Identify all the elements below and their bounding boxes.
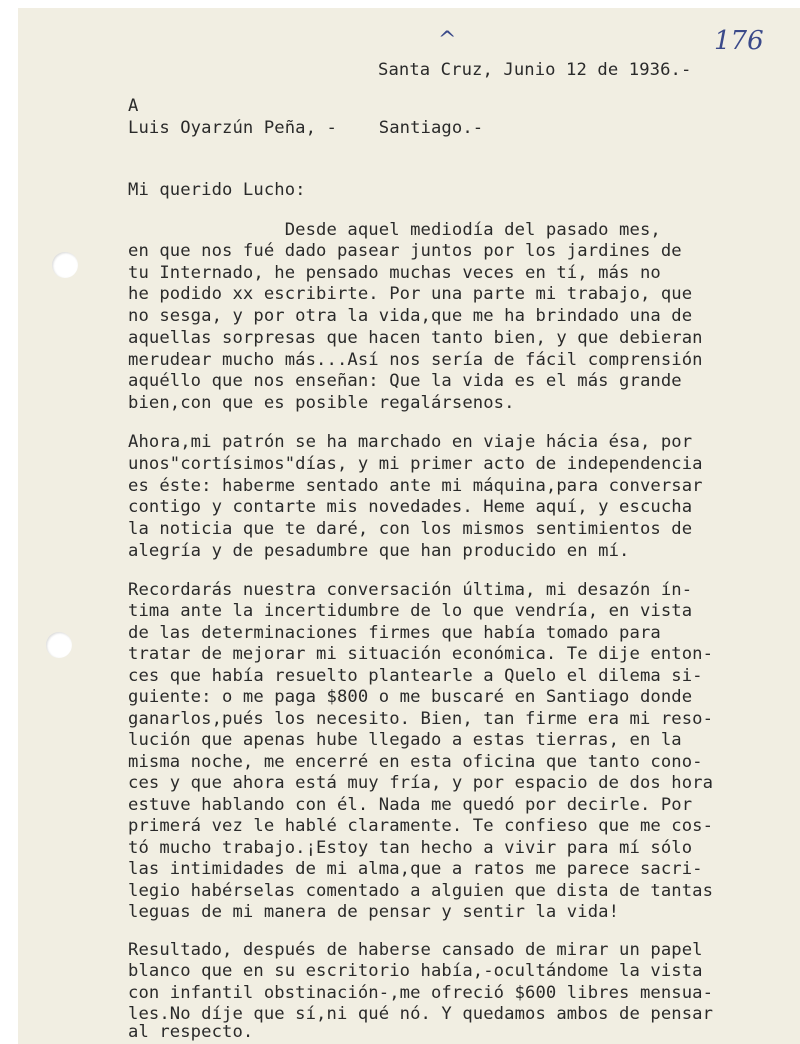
text-line: leguas de mi manera de pensar y sentir la vida!	[128, 902, 620, 922]
text-line: alegría y de pesadumbre que han producido en mí.	[128, 541, 630, 561]
text-line: tu Internado, he pensado muchas veces en tí, más no	[128, 263, 661, 283]
text-line: las intimidades de mi alma,que a ratos me parece sacri-	[128, 859, 703, 879]
text-line: primerá vez le hablé claramente. Te confieso que me cos-	[128, 816, 714, 836]
text-line: tratar de mejorar mi situación económica. Te dije enton-	[128, 644, 714, 664]
text-line: aquéllo que nos enseñan: Que la vida es el más grande	[128, 371, 682, 391]
text-line: misma noche, me encerré en esta oficina que tanto cono-	[128, 752, 703, 772]
text-line: tima ante la incertidumbre de lo que vendría, en vista	[128, 601, 693, 621]
text-line: la noticia que te daré, con los mismos sentimientos de	[128, 519, 693, 539]
date-line: Santa Cruz, Junio 12 de 1936.-	[378, 60, 692, 80]
text-line: les.No díje que sí,ni qué nó. Y quedamos ambos de pensar	[128, 1004, 714, 1024]
text-line: ces y que ahora está muy fría, y por espacio de dos hora	[128, 773, 714, 793]
text-line: estuve hablando con él. Nada me quedó por decirle. Por	[128, 795, 693, 815]
page-number-annotation: 176	[714, 26, 764, 56]
addressee: Luis Oyarzún Peña, - Santiago.-	[128, 118, 484, 138]
text-line: ganarlos,pués los necesito. Bien, tan firme era mi reso-	[128, 709, 714, 729]
text-line: he podido xx escribirte. Por una parte mi trabajo, que	[128, 284, 693, 304]
text-line: contigo y contarte mis novedades. Heme aquí, y escucha	[128, 497, 693, 517]
text-line: tó mucho trabajo.¡Estoy tan hecho a vivir para mí sólo	[128, 838, 693, 858]
text-line: Desde aquel mediodía del pasado mes,	[128, 220, 661, 240]
text-line: blanco que en su escritorio había,-ocultándome la vista	[128, 961, 703, 981]
text-line: aquellas sorpresas que hacen tanto bien, y que debieran	[128, 328, 703, 348]
text-line: es éste: haberme sentado ante mi máquina,para conversar	[128, 476, 703, 496]
text-line: no sesga, y por otra la vida,que me ha brindado una de	[128, 306, 693, 326]
text-line: lución que apenas hube llegado a estas tierras, en la	[128, 730, 682, 750]
text-line: Resultado, después de haberse cansado de mirar un papel	[128, 940, 703, 960]
text-line: legio habérselas comentado a alguien que dista de tantas	[128, 881, 714, 901]
text-line: en que nos fué dado pasear juntos por los jardines de	[128, 241, 682, 261]
text-line: Recordarás nuestra conversación última, mi desazón ín-	[128, 580, 693, 600]
punch-hole-bottom	[46, 632, 72, 658]
text-line: con infantil obstinación-,me ofreció $600 libres mensua-	[128, 983, 714, 1003]
text-line: merudear mucho más...Así nos sería de fácil comprensión	[128, 350, 703, 370]
text-line: bien,con que es posible regalársenos.	[128, 393, 515, 413]
text-line: de las determinaciones firmes que había tomado para	[128, 623, 661, 643]
salutation: Mi querido Lucho:	[128, 180, 306, 200]
caret-annotation: ^	[438, 28, 457, 53]
punch-hole-top	[52, 252, 78, 278]
text-line: ces que había resuelto plantearle a Quelo el dilema si-	[128, 666, 703, 686]
text-line: Ahora,mi patrón se ha marchado en viaje hácia ésa, por	[128, 432, 693, 452]
to-prefix: A	[128, 96, 139, 116]
text-line: unos"cortísimos"días, y mi primer acto de independencia	[128, 454, 703, 474]
text-line: guiente: o me paga $800 o me buscaré en Santiago donde	[128, 687, 693, 707]
text-line: al respecto.	[128, 1022, 254, 1042]
